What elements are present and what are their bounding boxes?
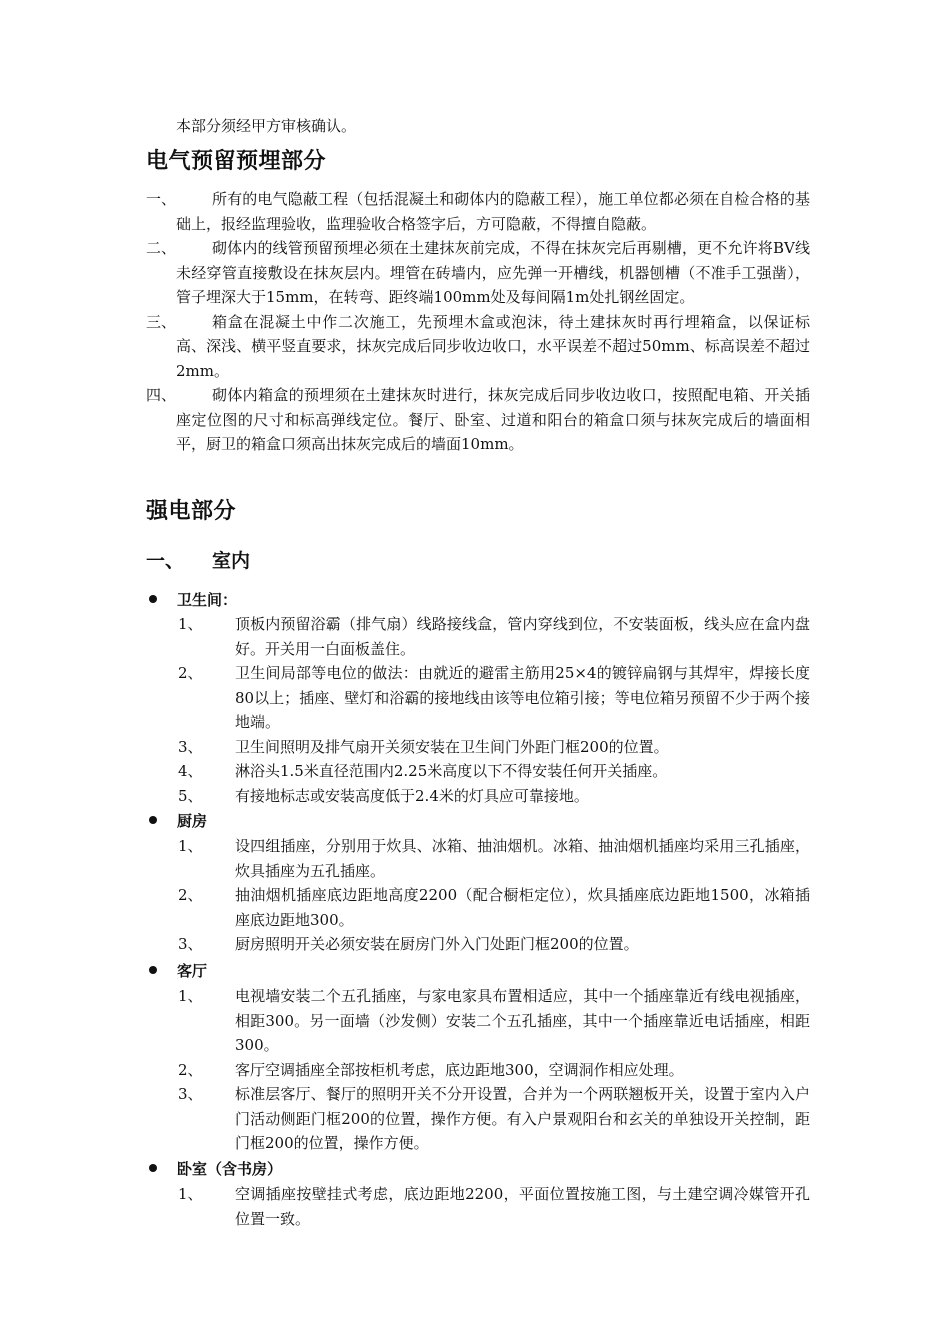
list-text: 厨房照明开关必须安装在厨房门外入门处距门框200的位置。 [235, 935, 639, 953]
list-item [178, 834, 810, 883]
list-marker: 1、 [178, 987, 203, 1005]
section2-heading: 强电部分 [146, 499, 237, 524]
list-marker: 1、 [178, 1185, 203, 1203]
subsection-number: 一、 [146, 550, 185, 572]
list-text: 砌体内的线管预留预埋必须在土建抹灰前完成，不得在抹灰完后再剔槽，更不允许将BV线未经穿管直接敷设在抹灰层内。埋管在砖墙内，应先弹一开槽线，机器刨槽（不准手工强凿），管子埋深大于15mm，在转弯、距终端100mm处及每间隔1m处扎钢丝固定。 [176, 239, 810, 306]
list-text: 空调插座按壁挂式考虑，底边距地2200，平面位置按施工图，与土建空调冷媒管开孔位置一致。 [235, 1185, 810, 1228]
list-marker: 二、 [146, 239, 177, 257]
group-title: 卧室（含书房） [177, 1160, 283, 1178]
list-marker: 4、 [178, 762, 203, 780]
list-item [178, 932, 810, 957]
living-room-list [178, 984, 810, 1156]
bullet-icon [149, 1164, 157, 1172]
list-text: 标准层客厅、餐厅的照明开关不分开设置，合并为一个两联翘板开关，设置于室内入户门活动侧距门框200的位置，操作方便。有入户景观阳台和玄关的单独设开关控制，距门框200的位置，操作方便。 [235, 1085, 810, 1152]
list-text: 设四组插座，分别用于炊具、冰箱、抽油烟机。冰箱、抽油烟机插座均采用三孔插座，炊具插座为五孔插座。 [235, 837, 810, 880]
section1-heading: 电气预留预埋部分 [146, 149, 327, 174]
list-item [178, 883, 810, 932]
bedroom-list [178, 1182, 810, 1231]
group-title: 客厅 [177, 962, 208, 980]
group-heading-living-room [146, 959, 207, 983]
list-item [146, 236, 810, 310]
list-item [178, 784, 810, 809]
bullet-icon [149, 816, 157, 824]
list-marker: 三、 [146, 312, 177, 331]
list-item [178, 1058, 810, 1083]
list-text: 有接地标志或安装高度低于2.4米的灯具应可靠接地。 [235, 786, 589, 805]
list-item [146, 187, 810, 236]
list-marker: 1、 [178, 615, 203, 633]
list-marker: 3、 [178, 935, 203, 953]
group-heading-bathroom [146, 588, 237, 612]
list-marker: 一、 [146, 190, 177, 208]
list-text: 电视墙安装二个五孔插座，与家电家具布置相适应，其中一个插座靠近有线电视插座，相距300。另一面墙（沙发侧）安装二个五孔插座，其中一个插座靠近电话插座，相距300。 [235, 987, 810, 1054]
list-text: 所有的电气隐蔽工程（包括混凝土和砌体内的隐蔽工程），施工单位都必须在自检合格的基础上，报经监理验收，监理验收合格签字后，方可隐蔽，不得擅自隐蔽。 [176, 190, 810, 233]
list-text: 淋浴头1.5米直径范围内2.25米高度以下不得安装任何开关插座。 [235, 762, 668, 780]
list-text: 砌体内箱盒的预埋须在土建抹灰时进行，抹灰完成后同步收边收口，按照配电箱、开关插座定位图的尺寸和标高弹线定位。餐厅、卧室、过道和阳台的箱盒口须与抹灰完成后的墙面相平，厨卫的箱盒口须高出抹灰完成后的墙面10mm。 [176, 386, 810, 453]
list-item [178, 1082, 810, 1156]
list-marker: 四、 [146, 386, 177, 404]
list-marker: 2、 [178, 664, 203, 682]
group-heading-kitchen [146, 809, 207, 833]
list-marker: 2、 [178, 1060, 203, 1079]
group-title: 厨房 [177, 812, 208, 830]
section1-list [146, 187, 810, 457]
list-marker: 5、 [178, 786, 203, 805]
list-text: 抽油烟机插座底边距地高度2200（配合橱柜定位），炊具插座底边距地1500，冰箱插座底边距地300。 [235, 886, 810, 929]
list-text: 卫生间照明及排气扇开关须安装在卫生间门外距门框200的位置。 [235, 737, 669, 756]
list-text: 顶板内预留浴霸（排气扇）线路接线盒，管内穿线到位，不安装面板，线头应在盒内盘好。开关用一白面板盖住。 [235, 615, 810, 658]
list-marker: 3、 [178, 1085, 203, 1103]
list-item [178, 735, 810, 760]
list-item [178, 984, 810, 1058]
intro-text: 本部分须经甲方审核确认。 [176, 117, 357, 135]
list-text: 卫生间局部等电位的做法：由就近的避雷主筋用25×4的镀锌扁钢与其焊牢，焊接长度80以上；插座、壁灯和浴霸的接地线由该等电位箱引接；等电位箱另预留不少于两个接地端。 [235, 664, 810, 731]
subsection-heading [146, 547, 250, 575]
bullet-icon [149, 966, 157, 974]
list-item [178, 1182, 810, 1231]
list-marker: 1、 [178, 837, 203, 855]
group-title: 卫生间： [177, 591, 238, 609]
subsection-title: 室内 [212, 550, 251, 572]
list-text: 箱盒在混凝土中作二次施工，先预埋木盒或泡沫，待土建抹灰时再行埋箱盒，以保证标高、深浅、横平竖直要求，抹灰完成后同步收边收口，水平误差不超过50mm、标高误差不超过2mm。 [176, 312, 810, 380]
bathroom-list [178, 612, 810, 808]
list-item [178, 661, 810, 735]
list-item [146, 310, 810, 384]
group-heading-bedroom [146, 1157, 282, 1181]
list-item [146, 383, 810, 457]
bullet-icon [149, 595, 157, 603]
list-item [178, 759, 810, 784]
list-text: 客厅空调插座全部按柜机考虑，底边距地300，空调洞作相应处理。 [235, 1060, 684, 1079]
list-item [178, 612, 810, 661]
list-marker: 2、 [178, 886, 203, 904]
list-marker: 3、 [178, 737, 203, 756]
kitchen-list [178, 834, 810, 957]
